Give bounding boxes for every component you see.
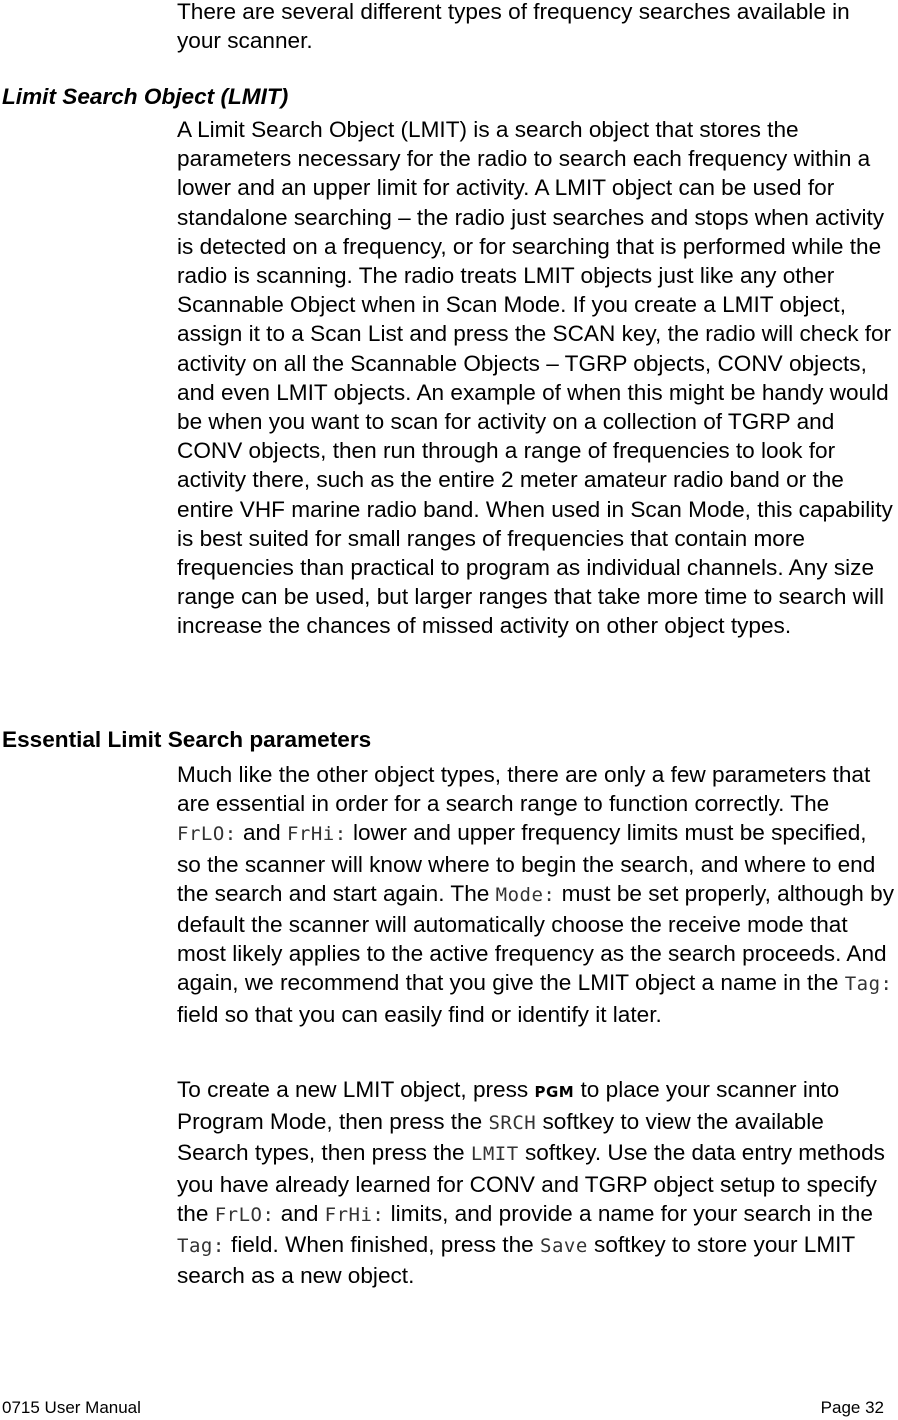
text-segment: Much like the other object types, there are only a few parameters that are essential in order for a search range to function correctly. The	[177, 762, 871, 817]
intro-paragraph: There are several different types of frequency searches available in your scanner.	[177, 0, 850, 54]
footer-manual-title: 0715 User Manual	[2, 1398, 141, 1417]
essential-parameters-paragraph	[177, 760, 895, 1029]
text-segment: limits, and provide a name for your search in the	[390, 1200, 873, 1226]
text-segment: softkey to view the available Search types, then press the	[177, 1109, 824, 1166]
footer-page-number: Page 32	[820, 1398, 884, 1417]
lcd-label-tag: Tag:	[177, 1235, 225, 1258]
text-segment: and	[242, 820, 281, 846]
lcd-label-frhi: FrHi:	[324, 1203, 385, 1226]
lcd-softkey-save: Save	[540, 1235, 588, 1258]
lcd-label-frlo: FrLO:	[214, 1203, 275, 1226]
text-segment: lower and upper frequency limits must be specified, so the scanner will know where to begin the search, and where to end the search and start again. The	[177, 820, 876, 906]
section-heading-essential-parameters: Essential Limit Search parameters	[2, 727, 372, 752]
limit-search-description: A Limit Search Object (LMIT) is a search object that stores the parameters necessary for the radio to search each frequency within a lower and an upper limit for activity. A LMIT object can be used for standalone searching – the radio just searches and stops when activity is detected on a frequency, or for searching that is performed while the radio is scanning. The radio treats LMIT objects just like any other Scannable Object when in Scan Mode. If you create a LMIT object, assign it to a Scan List and press the SCAN key, the radio will check for activity on all the Scannable Objects – TGRP objects, CONV objects, and even LMIT objects. An example of when this might be handy would be when you want to scan for activity on a collection of TGRP and CONV objects, then run through a range of frequencies to look for activity there, such as the entire 2 meter amateur radio band or the entire VHF marine radio band. When used in Scan Mode, this capability is best suited for small ranges of frequencies that contain more frequencies than practical to program as individual channels. Any size range can be used, but larger ranges that take more time to search will increase the chances of missed activity on other object types.	[177, 117, 893, 639]
lcd-softkey-srch: SRCH	[488, 1112, 537, 1135]
lcd-label-frhi: FrHi:	[286, 823, 347, 846]
text-segment: and	[280, 1200, 319, 1226]
section-heading-limit-search: Limit Search Object (LMIT)	[2, 84, 289, 109]
text-segment: must be set properly, although by default the scanner will automatically choose the receive mode that most likely applies to the active frequency as the search proceeds. And again, we recommend that you give the LMIT object a name in the	[177, 880, 895, 996]
text-segment: softkey. Use the data entry methods you have already learned for CONV and TGRP object setup to specify the	[177, 1140, 885, 1226]
pgm-key-label: PGM	[534, 1083, 575, 1101]
text-segment: field so that you can easily find or identify it later.	[177, 1001, 662, 1027]
create-lmit-paragraph	[177, 1075, 895, 1290]
lcd-label-frlo: FrLO:	[177, 823, 237, 846]
lcd-label-mode: Mode:	[495, 883, 556, 906]
text-segment: field. When finished, press the	[231, 1232, 534, 1258]
lcd-label-tag: Tag:	[844, 973, 893, 996]
lcd-softkey-lmit: LMIT	[470, 1143, 519, 1166]
text-segment: softkey to store your LMIT search as a new object.	[177, 1232, 855, 1289]
text-segment: To create a new LMIT object, press	[177, 1077, 529, 1102]
text-segment: to place your scanner into Program Mode, then press the	[177, 1077, 840, 1135]
